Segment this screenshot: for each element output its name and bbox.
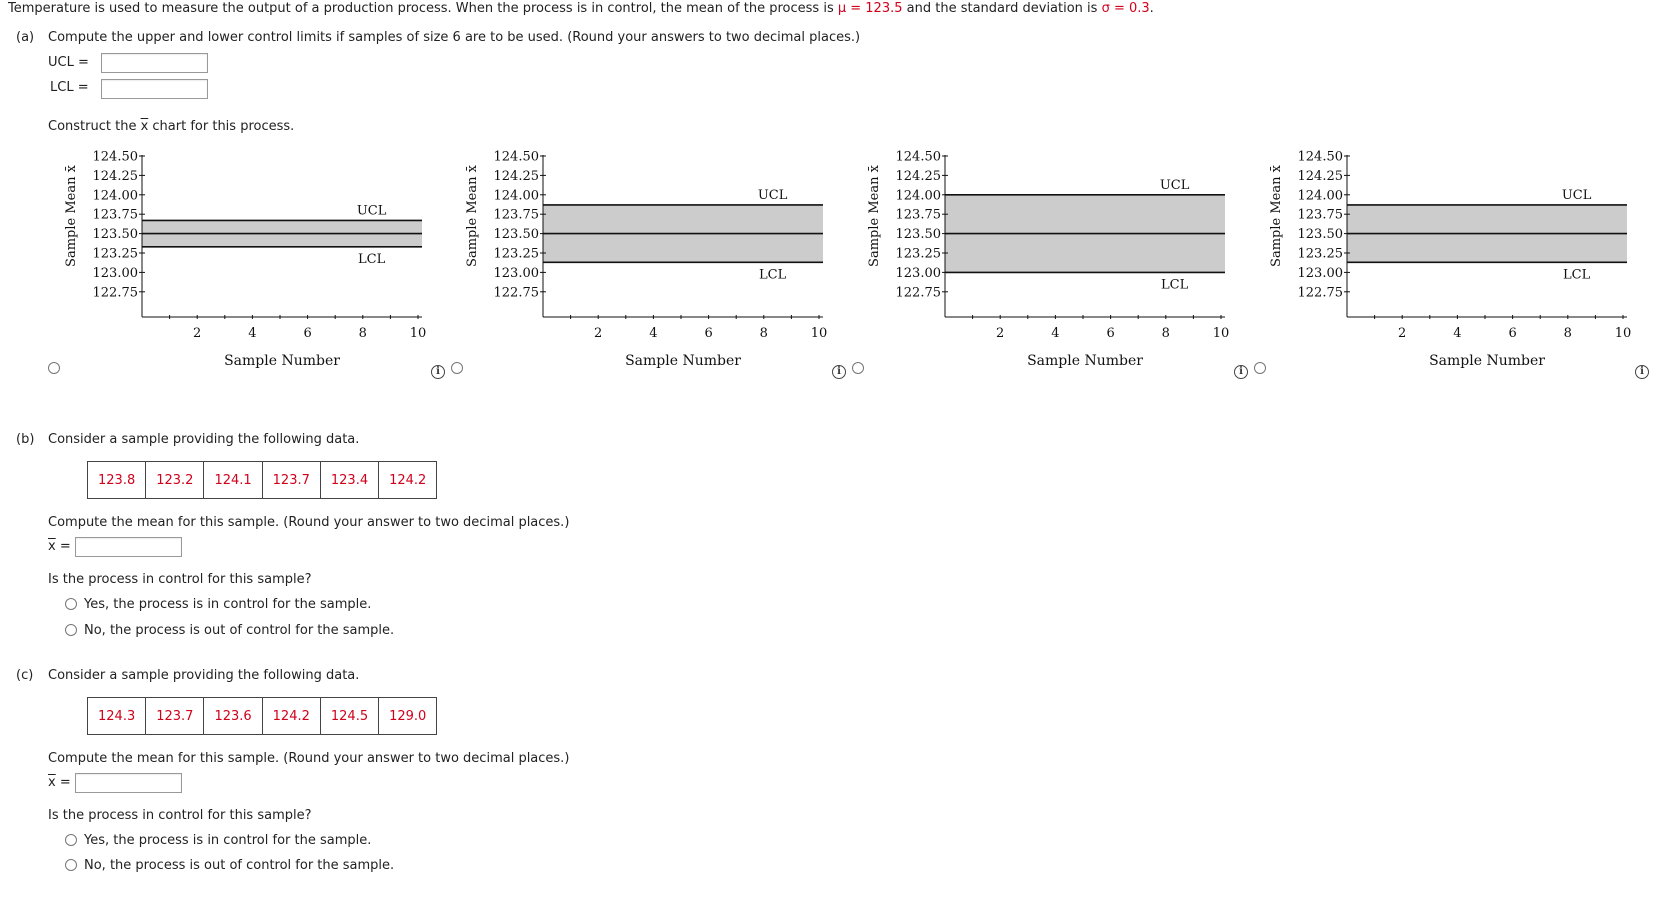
chart-option-2-radio[interactable] bbox=[451, 362, 463, 374]
x-tick-label: 2 bbox=[594, 326, 603, 341]
y-axis-label: Sample Mean x̄ bbox=[465, 165, 480, 267]
y-tick-label: 123.25 bbox=[1297, 246, 1343, 262]
y-tick-label: 123.50 bbox=[92, 227, 138, 243]
y-axis-label: Sample Mean x̄ bbox=[64, 165, 79, 267]
y-tick-label: 123.00 bbox=[92, 265, 138, 281]
y-tick-label: 122.75 bbox=[895, 285, 941, 301]
y-tick-label: 123.25 bbox=[92, 246, 138, 262]
x-tick-label: 8 bbox=[358, 326, 367, 341]
chart-option-4-radio[interactable] bbox=[1254, 362, 1266, 374]
y-tick-label: 124.50 bbox=[1297, 149, 1343, 165]
y-tick-label: 123.25 bbox=[493, 246, 539, 262]
part-c-no-radio[interactable] bbox=[65, 859, 77, 871]
data-cell: 123.8 bbox=[88, 462, 146, 499]
ucl-label: UCL bbox=[1159, 177, 1190, 193]
x-tick-label: 4 bbox=[248, 326, 257, 341]
ucl-label: UCL bbox=[1561, 187, 1592, 203]
part-b-intro: Consider a sample providing the following data. bbox=[48, 432, 360, 447]
y-axis-label: Sample Mean x̄ bbox=[1269, 165, 1284, 267]
chart-option-2-info-icon[interactable]: i bbox=[832, 365, 846, 379]
y-tick-label: 123.75 bbox=[92, 207, 138, 223]
chart-option-3-info-icon[interactable]: i bbox=[1234, 365, 1248, 379]
y-tick-label: 122.75 bbox=[493, 285, 539, 301]
part-b-mean-input[interactable] bbox=[75, 537, 182, 557]
x-tick-label: 8 bbox=[1563, 326, 1572, 341]
x-tick-label: 8 bbox=[1161, 326, 1170, 341]
construct-chart-instruction: Construct the $\overline{x}$ chart for this process. bbox=[48, 119, 295, 134]
y-tick-label: 124.25 bbox=[1297, 168, 1343, 184]
mu-value: μ = 123.5 bbox=[837, 1, 903, 16]
y-tick-label: 123.00 bbox=[1297, 265, 1343, 281]
x-tick-label: 2 bbox=[193, 326, 202, 341]
data-cell: 129.0 bbox=[379, 698, 437, 735]
part-b-xbar-label: $\overline{x}$ = bbox=[48, 539, 71, 554]
x-tick-label: 2 bbox=[996, 326, 1005, 341]
part-b-no-radio[interactable] bbox=[65, 624, 77, 636]
y-tick-label: 123.50 bbox=[493, 227, 539, 243]
y-tick-label: 124.50 bbox=[493, 149, 539, 165]
x-tick-label: 6 bbox=[303, 326, 312, 341]
chart-option-1-radio[interactable] bbox=[48, 362, 60, 374]
ucl-label: UCL bbox=[757, 187, 788, 203]
x-axis-label: Sample Number bbox=[1027, 353, 1143, 369]
data-cell: 124.3 bbox=[88, 698, 146, 735]
chart-option-1 bbox=[64, 150, 426, 370]
y-tick-label: 124.00 bbox=[493, 188, 539, 204]
data-cell: 123.7 bbox=[262, 462, 320, 499]
ucl-label: UCL = bbox=[48, 55, 89, 70]
part-b-yes-label[interactable]: Yes, the process is in control for the sample. bbox=[84, 597, 372, 612]
part-b-control-question: Is the process in control for this sample? bbox=[48, 572, 312, 587]
x-tick-label: 10 bbox=[409, 326, 427, 341]
x-tick-label: 4 bbox=[1051, 326, 1060, 341]
y-tick-label: 123.25 bbox=[895, 246, 941, 262]
part-c-no-label[interactable]: No, the process is out of control for the sample. bbox=[84, 858, 395, 873]
x-tick-label: 4 bbox=[649, 326, 658, 341]
y-tick-label: 124.50 bbox=[92, 149, 138, 165]
x-tick-label: 10 bbox=[810, 326, 828, 341]
x-tick-label: 10 bbox=[1212, 326, 1230, 341]
y-tick-label: 124.00 bbox=[1297, 188, 1343, 204]
data-cell: 123.2 bbox=[146, 462, 204, 499]
data-cell: 123.6 bbox=[204, 698, 262, 735]
part-c-intro: Consider a sample providing the following data. bbox=[48, 668, 360, 683]
data-cell: 124.2 bbox=[379, 462, 437, 499]
data-cell: 124.2 bbox=[262, 698, 320, 735]
lcl-label: LCL bbox=[758, 267, 787, 283]
lcl-label: LCL bbox=[357, 251, 386, 267]
data-cell: 124.5 bbox=[320, 698, 378, 735]
y-tick-label: 123.50 bbox=[1297, 227, 1343, 243]
part-c-yes-radio[interactable] bbox=[65, 834, 77, 846]
part-c-xbar-label: $\overline{x}$ = bbox=[48, 775, 71, 790]
x-tick-label: 8 bbox=[759, 326, 768, 341]
part-c-mean-question: Compute the mean for this sample. (Round your answer to two decimal places.) bbox=[48, 751, 570, 766]
xbar-symbol: $\overline{x}$ bbox=[140, 119, 149, 134]
chart-option-4 bbox=[1269, 150, 1631, 370]
part-b-yes-radio[interactable] bbox=[65, 598, 77, 610]
chart-option-2 bbox=[465, 150, 827, 370]
y-tick-label: 124.25 bbox=[895, 168, 941, 184]
part-b-label: (b) bbox=[16, 432, 35, 447]
lcl-label: LCL = bbox=[50, 80, 89, 95]
y-tick-label: 124.00 bbox=[895, 188, 941, 204]
chart-option-1-info-icon[interactable]: i bbox=[431, 365, 445, 379]
part-c-control-question: Is the process in control for this sample? bbox=[48, 808, 312, 823]
x-tick-label: 10 bbox=[1614, 326, 1632, 341]
x-tick-label: 2 bbox=[1398, 326, 1407, 341]
y-tick-label: 124.25 bbox=[92, 168, 138, 184]
y-tick-label: 123.00 bbox=[493, 265, 539, 281]
x-axis-label: Sample Number bbox=[625, 353, 741, 369]
part-b-mean-question: Compute the mean for this sample. (Round your answer to two decimal places.) bbox=[48, 515, 570, 530]
y-tick-label: 124.00 bbox=[92, 188, 138, 204]
part-b-data-table bbox=[87, 461, 437, 499]
y-tick-label: 124.25 bbox=[493, 168, 539, 184]
y-tick-label: 123.00 bbox=[895, 265, 941, 281]
y-axis-label: Sample Mean x̄ bbox=[867, 165, 882, 267]
part-a-question: Compute the upper and lower control limits if samples of size 6 are to be used. (Round your answers to two decimal places.) bbox=[48, 30, 861, 45]
x-tick-label: 4 bbox=[1453, 326, 1462, 341]
part-c-yes-label[interactable]: Yes, the process is in control for the sample. bbox=[84, 833, 372, 848]
x-tick-label: 6 bbox=[1106, 326, 1115, 341]
part-c-mean-input[interactable] bbox=[75, 773, 182, 793]
x-axis-label: Sample Number bbox=[1429, 353, 1545, 369]
chart-option-3-radio[interactable] bbox=[852, 362, 864, 374]
part-c-label: (c) bbox=[16, 668, 34, 683]
sigma-value: σ = 0.3 bbox=[1101, 1, 1150, 16]
x-tick-label: 6 bbox=[1508, 326, 1517, 341]
y-tick-label: 123.75 bbox=[1297, 207, 1343, 223]
x-axis-label: Sample Number bbox=[224, 353, 340, 369]
y-tick-label: 122.75 bbox=[92, 285, 138, 301]
x-tick-label: 6 bbox=[704, 326, 713, 341]
data-cell: 123.7 bbox=[146, 698, 204, 735]
y-tick-label: 123.75 bbox=[895, 207, 941, 223]
part-c-data-table bbox=[87, 697, 437, 735]
data-cell: 123.4 bbox=[320, 462, 378, 499]
y-tick-label: 123.50 bbox=[895, 227, 941, 243]
part-b-no-label[interactable]: No, the process is out of control for the sample. bbox=[84, 623, 395, 638]
data-cell: 124.1 bbox=[204, 462, 262, 499]
y-tick-label: 122.75 bbox=[1297, 285, 1343, 301]
ucl-label: UCL bbox=[356, 203, 387, 219]
y-tick-label: 124.50 bbox=[895, 149, 941, 165]
y-tick-label: 123.75 bbox=[493, 207, 539, 223]
lcl-label: LCL bbox=[1562, 267, 1591, 283]
problem-statement: Temperature is used to measure the output of a production process. When the process is in control, the mean of the process is μ = 123.5 and the standard deviation is σ = 0.3. bbox=[8, 1, 1154, 16]
part-a-label: (a) bbox=[16, 30, 35, 45]
chart-option-3 bbox=[867, 150, 1229, 370]
lcl-label: LCL bbox=[1160, 277, 1189, 293]
chart-option-4-info-icon[interactable]: i bbox=[1635, 365, 1649, 379]
